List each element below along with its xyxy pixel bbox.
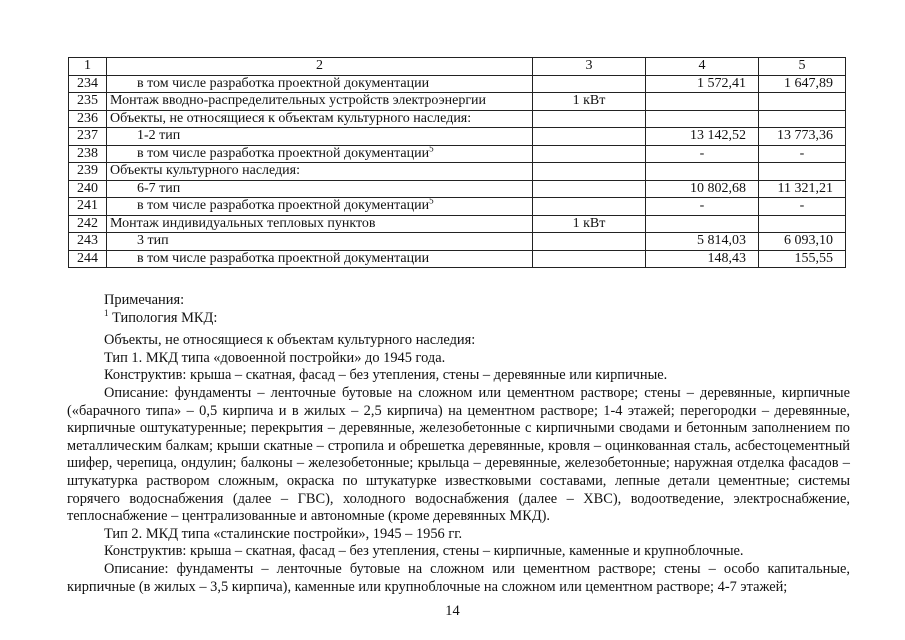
footnote-typology bbox=[67, 307, 850, 328]
row-unit-cell: 1 кВт bbox=[533, 215, 646, 233]
rates-table-body bbox=[69, 58, 846, 268]
row-value-col4-cell bbox=[646, 93, 759, 111]
row-number-cell: 236 bbox=[69, 110, 107, 128]
row-number-cell: 243 bbox=[69, 233, 107, 251]
type2-description: Описание: фундаменты – ленточные бутовые на сложном или цементном растворе; стены – особо капитальные, кирпичные (в жилых – 3,5 кирпича), каменные или крупноблочные на сложном или цементном растворе; 4-7 этажей; bbox=[67, 560, 850, 595]
row-name-cell bbox=[107, 163, 533, 181]
row-number-cell: 235 bbox=[69, 93, 107, 111]
row-value-col4-cell: - bbox=[646, 198, 759, 216]
row-value-col5-cell: - bbox=[759, 145, 846, 163]
row-unit-cell bbox=[533, 233, 646, 251]
row-value-col5-cell: 6 093,10 bbox=[759, 233, 846, 251]
notes-heading: Примечания: bbox=[104, 292, 185, 308]
table-row bbox=[69, 110, 846, 128]
notes-section bbox=[67, 292, 850, 596]
row-value-col5-cell: 13 773,36 bbox=[759, 128, 846, 146]
footnote-mark: 1 bbox=[104, 307, 109, 318]
row-value-col4-cell: - bbox=[646, 145, 759, 163]
row-number-cell: 239 bbox=[69, 163, 107, 181]
header-col-1: 1 bbox=[69, 58, 107, 76]
row-unit-cell: 1 кВт bbox=[533, 93, 646, 111]
row-name-text: в том числе разработка проектной документации bbox=[137, 250, 430, 266]
row-name-text: в том числе разработка проектной документации bbox=[137, 75, 430, 91]
table-row bbox=[69, 198, 846, 216]
row-name-cell bbox=[107, 198, 533, 216]
notes-intro: Объекты, не относящиеся к объектам культурного наследия: bbox=[104, 332, 476, 349]
row-name-text: 1-2 тип bbox=[137, 128, 181, 144]
row-number-cell: 240 bbox=[69, 180, 107, 198]
header-col-5: 5 bbox=[759, 58, 846, 76]
table-header-row bbox=[69, 58, 846, 76]
type2-construct: Конструктив: крыша – скатная, фасад – без утепления, стены – кирпичные, каменные и крупноблочные. bbox=[104, 543, 744, 560]
row-value-col5-cell: 1 647,89 bbox=[759, 75, 846, 93]
row-unit-cell bbox=[533, 128, 646, 146]
row-unit-cell bbox=[533, 145, 646, 163]
row-name-cell bbox=[107, 110, 533, 128]
table-row bbox=[69, 250, 846, 268]
row-name-cell bbox=[107, 145, 533, 163]
row-name-text: в том числе разработка проектной документации bbox=[137, 145, 430, 161]
header-col-4: 4 bbox=[646, 58, 759, 76]
page-number: 14 bbox=[445, 603, 460, 619]
row-value-col4-cell: 13 142,52 bbox=[646, 128, 759, 146]
row-value-col4-cell: 5 814,03 bbox=[646, 233, 759, 251]
header-col-3: 3 bbox=[533, 58, 646, 76]
row-number-cell: 241 bbox=[69, 198, 107, 216]
table-row bbox=[69, 145, 846, 163]
type2-title: Тип 2. МКД типа «сталинские постройки», 1945 – 1956 гг. bbox=[104, 525, 463, 542]
table-row bbox=[69, 180, 846, 198]
table-row bbox=[69, 75, 846, 93]
row-name-text: Объекты культурного наследия: bbox=[110, 163, 301, 179]
row-value-col5-cell bbox=[759, 163, 846, 181]
row-name-cell bbox=[107, 233, 533, 251]
row-value-col4-cell: 148,43 bbox=[646, 250, 759, 268]
row-name-text: в том числе разработка проектной документации bbox=[137, 198, 430, 214]
row-value-col4-cell: 1 572,41 bbox=[646, 75, 759, 93]
row-footnote-mark: 5 bbox=[429, 197, 434, 206]
type1-description: Описание: фундаменты – ленточные бутовые на сложном или цементном растворе; стены – деревянные, кирпичные («барачного типа» – 0,5 кирпича и в жилых – 2,5 кирпича) на цементном растворе; 1-4 этажей; перегородки – деревянные, кирпичные оштукатуренные; перекрытия – деревянные, железобетонные с кирпичными сводами и бетонным заполнением по металлическим балкам; крыши скатные – стропила и обрешетка деревянные, кровля – оцинкованная сталь, асбестоцементный шифер, черепица, ондулин; балконы – железобетонные; крыльца – деревянные, железобетонные; наружная отделка фасадов – штукатурка раствором сложным, окраска по штукатурке известковыми составами, лепные детали цементные; системы горячего водоснабжения (далее – ГВС), холодного водоснабжения (далее – ХВС), водоотведение, электроснабжение, теплоснабжение – централизованные и автономные (кроме деревянных МКД). bbox=[67, 384, 850, 525]
row-value-col4-cell bbox=[646, 110, 759, 128]
table-row bbox=[69, 233, 846, 251]
row-unit-cell bbox=[533, 180, 646, 198]
row-name-cell bbox=[107, 128, 533, 146]
row-name-text: 3 тип bbox=[137, 233, 169, 249]
row-number-cell: 242 bbox=[69, 215, 107, 233]
row-value-col4-cell: 10 802,68 bbox=[646, 180, 759, 198]
row-value-col5-cell: 11 321,21 bbox=[759, 180, 846, 198]
table-row bbox=[69, 163, 846, 181]
type1-title: Тип 1. МКД типа «довоенной постройки» до 1945 года. bbox=[104, 349, 446, 366]
row-value-col4-cell bbox=[646, 215, 759, 233]
row-number-cell: 237 bbox=[69, 128, 107, 146]
type1-construct: Конструктив: крыша – скатная, фасад – без утепления, стены – деревянные или кирпичные. bbox=[104, 367, 668, 384]
row-footnote-mark: 5 bbox=[429, 145, 434, 154]
row-number-cell: 238 bbox=[69, 145, 107, 163]
row-name-text: Объекты, не относящиеся к объектам культурного наследия: bbox=[110, 110, 472, 126]
row-name-text: Монтаж вводно-распределительных устройств электроэнергии bbox=[110, 93, 487, 109]
row-value-col5-cell bbox=[759, 110, 846, 128]
row-name-cell bbox=[107, 93, 533, 111]
row-value-col5-cell: 155,55 bbox=[759, 250, 846, 268]
row-value-col4-cell bbox=[646, 163, 759, 181]
row-name-cell bbox=[107, 180, 533, 198]
row-name-text: 6-7 тип bbox=[137, 180, 181, 196]
row-unit-cell bbox=[533, 110, 646, 128]
row-name-cell bbox=[107, 75, 533, 93]
row-value-col5-cell bbox=[759, 215, 846, 233]
table-row bbox=[69, 215, 846, 233]
row-number-cell: 244 bbox=[69, 250, 107, 268]
header-col-2: 2 bbox=[107, 58, 533, 76]
footnote-text: Типология МКД: bbox=[108, 309, 218, 326]
row-value-col5-cell: - bbox=[759, 198, 846, 216]
table-row bbox=[69, 128, 846, 146]
row-unit-cell bbox=[533, 75, 646, 93]
row-name-cell bbox=[107, 250, 533, 268]
row-unit-cell bbox=[533, 250, 646, 268]
row-number-cell: 234 bbox=[69, 75, 107, 93]
row-unit-cell bbox=[533, 198, 646, 216]
row-unit-cell bbox=[533, 163, 646, 181]
row-name-text: Монтаж индивидуальных тепловых пунктов bbox=[110, 215, 376, 231]
row-name-cell bbox=[107, 215, 533, 233]
row-value-col5-cell bbox=[759, 93, 846, 111]
rates-table bbox=[68, 57, 846, 268]
table-row bbox=[69, 93, 846, 111]
